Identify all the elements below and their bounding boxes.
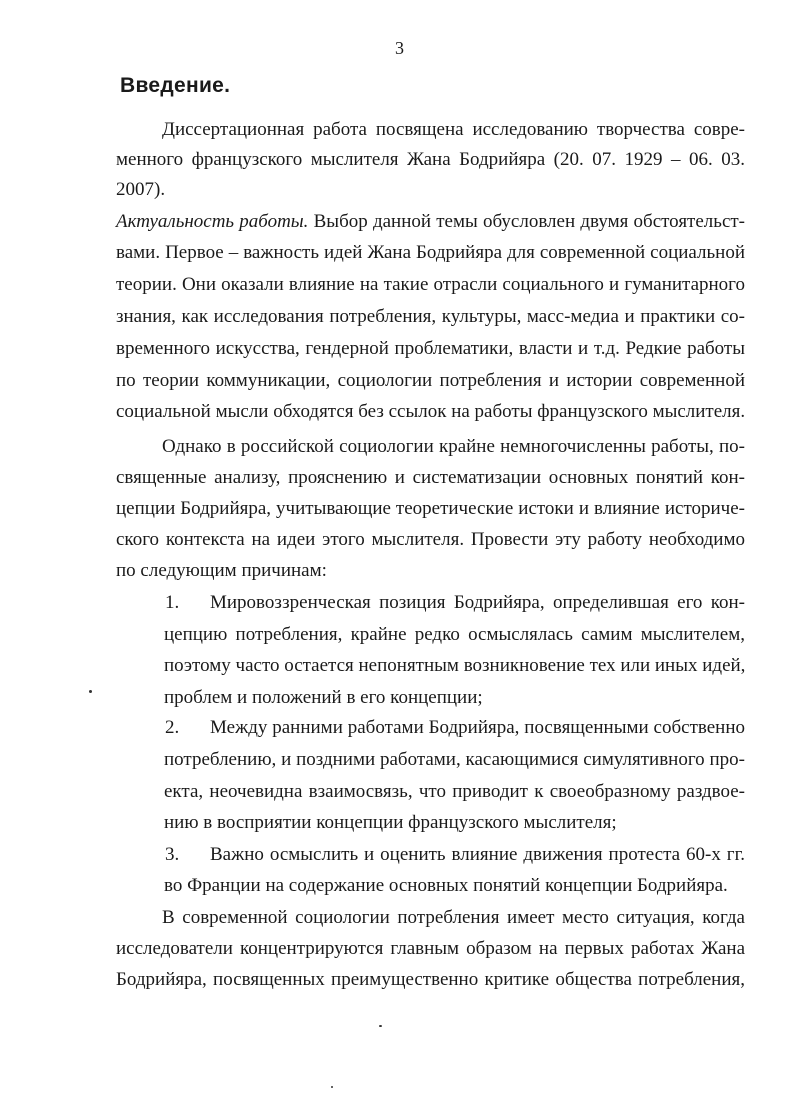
list-number: 1. [165, 592, 180, 613]
text-line: менного французского мыслителя Жана Бодрийяра (20. 07. 1929 – 06. 03. [116, 149, 745, 170]
text-line: В современной социологии потребления имеет место ситуация, когда [162, 907, 745, 928]
page-number: 3 [395, 38, 404, 58]
text-line: Диссертационная работа посвящена исследованию творчества совре- [162, 119, 745, 140]
list-line: потреблению, и поздними работами, касающимися симулятивного про- [164, 749, 745, 770]
text-line [116, 210, 745, 234]
text-line: священные анализу, прояснению и систематизации основных понятий кон- [116, 467, 745, 488]
text-line: знания, как исследования потребления, культуры, масс-медиа и практики со- [116, 306, 745, 327]
scan-speck [89, 690, 92, 693]
list-line: екта, неочевидна взаимосвязь, что приводит к своеобразному раздвое- [164, 781, 745, 802]
list-line: поэтому часто остается непонятным возникновение тех или иных идей, [164, 655, 746, 676]
text-line: Бодрийяра, посвященных преимущественно критике общества потребления, [116, 969, 745, 990]
relevance-first-line: Выбор данной темы обусловлен двумя обстоятельст- [308, 211, 746, 232]
text-line: цепции Бодрийяра, учитывающие теоретические истоки и влияние историче- [116, 498, 745, 519]
list-number: 3. [165, 844, 180, 865]
list-line: Мировоззренческая позиция Бодрийяра, определившая его кон- [210, 592, 745, 613]
text-line: исследователи концентрируются главным образом на первых работах Жана [116, 938, 745, 959]
relevance-label: Актуальность работы. [116, 211, 309, 232]
list-number: 2. [165, 717, 180, 738]
scan-speck [379, 1025, 382, 1027]
text-line: по следующим причинам: [116, 560, 327, 581]
list-line: нию в восприятии концепции французского мыслителя; [164, 812, 617, 833]
list-line: цепцию потребления, крайне редко осмыслялась самим мыслителем, [164, 624, 745, 645]
text-line: временного искусства, гендерной проблематики, власти и т.д. Редкие работы [116, 338, 745, 359]
section-heading: Введение. [120, 74, 231, 97]
text-line: ского контекста на идеи этого мыслителя. Провести эту работу необходимо [116, 529, 745, 550]
text-line: социальной мысли обходятся без ссылок на работы французского мыслителя. [116, 401, 746, 422]
text-line: Однако в российской социологии крайне немногочисленны работы, по- [162, 436, 745, 457]
list-line: во Франции на содержание основных понятий концепции Бодрийяра. [164, 875, 728, 896]
scan-speck [331, 1086, 333, 1088]
text-line: 2007). [116, 179, 166, 200]
text-line: по теории коммуникации, социологии потребления и истории современной [116, 370, 745, 391]
text-line: теории. Они оказали влияние на такие отрасли социального и гуманитарного [116, 274, 745, 295]
list-line: Важно осмыслить и оценить влияние движения протеста 60-х гг. [210, 844, 745, 865]
text-line: вами. Первое – важность идей Жана Бодрийяра для современной социальной [116, 242, 745, 263]
list-line: Между ранними работами Бодрийяра, посвященными собственно [210, 717, 745, 738]
list-line: проблем и положений в его концепции; [164, 687, 483, 708]
